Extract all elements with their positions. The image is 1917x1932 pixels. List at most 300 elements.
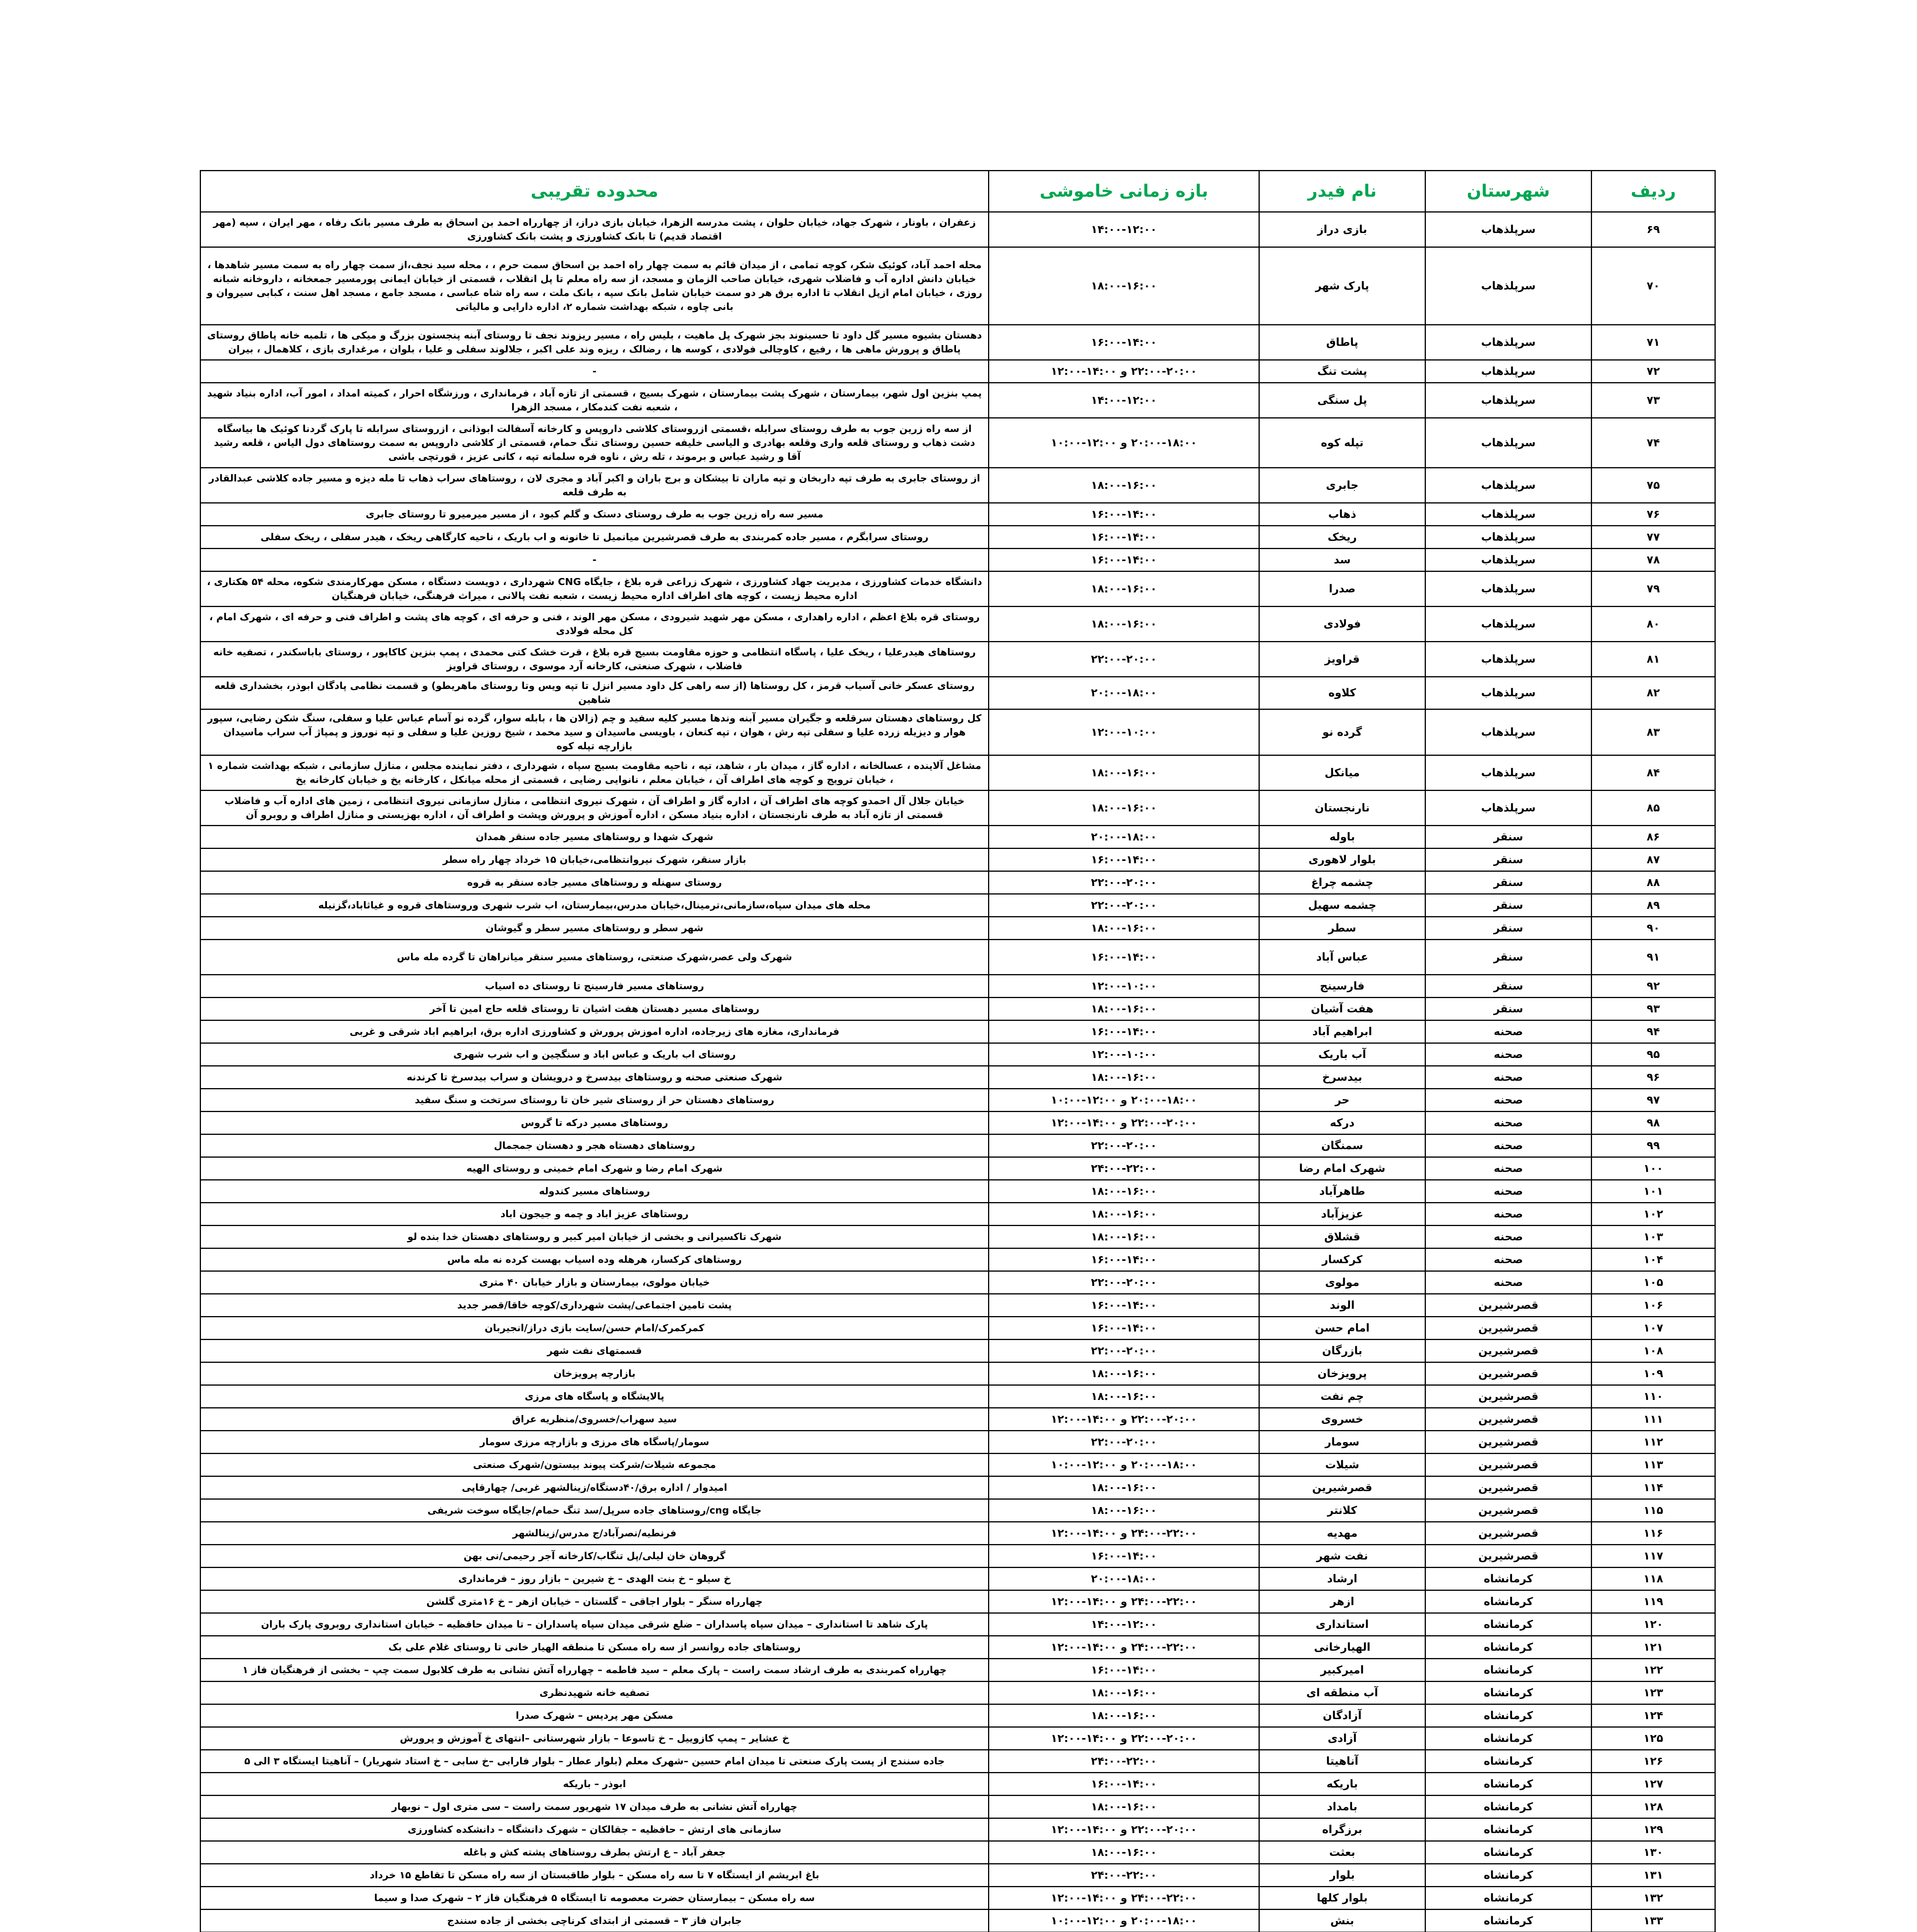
cell-row-number: ۱۳۲ bbox=[1592, 1887, 1715, 1910]
header-approx-area: محدوده تقریبی bbox=[201, 171, 989, 212]
cell-row-number: ۱۳۰ bbox=[1592, 1841, 1715, 1864]
cell-city: قصرشیرین bbox=[1425, 1431, 1592, 1454]
cell-row-number: ۱۰۰ bbox=[1592, 1157, 1715, 1180]
table-row bbox=[201, 940, 1715, 975]
cell-city: صحنه bbox=[1425, 1134, 1592, 1157]
cell-outage-time: ۱۶:۰۰-۱۴:۰۰ bbox=[989, 325, 1259, 360]
cell-outage-time: ۱۶:۰۰-۱۴:۰۰ bbox=[989, 1248, 1259, 1271]
cell-feeder: مولوی bbox=[1259, 1271, 1425, 1294]
table-row bbox=[201, 894, 1715, 917]
table-row bbox=[201, 791, 1715, 826]
cell-outage-time: ۱۶:۰۰-۱۴:۰۰ bbox=[989, 526, 1259, 549]
cell-outage-time: ۱۸:۰۰-۱۶:۰۰ bbox=[989, 1180, 1259, 1203]
cell-outage-time: ۱۸:۰۰-۱۶:۰۰ bbox=[989, 1499, 1259, 1522]
cell-feeder: برزگراه bbox=[1259, 1818, 1425, 1841]
cell-city: صحنه bbox=[1425, 1271, 1592, 1294]
cell-row-number: ۹۸ bbox=[1592, 1112, 1715, 1134]
cell-feeder: الوند bbox=[1259, 1294, 1425, 1317]
cell-city: سنقر bbox=[1425, 826, 1592, 849]
table-row bbox=[201, 526, 1715, 549]
cell-feeder: قراویز bbox=[1259, 642, 1425, 677]
cell-city: کرمانشاه bbox=[1425, 1636, 1592, 1659]
cell-feeder: بامداد bbox=[1259, 1796, 1425, 1818]
cell-feeder: قصرشیرین bbox=[1259, 1476, 1425, 1499]
cell-city: صحنه bbox=[1425, 1020, 1592, 1043]
cell-city: صحنه bbox=[1425, 1248, 1592, 1271]
cell-row-number: ۸۹ bbox=[1592, 894, 1715, 917]
cell-approx-area: بازار سنقر، شهرک نیروانتظامی،خیابان ۱۵ خرداد چهار راه سطر bbox=[201, 849, 989, 871]
cell-outage-time: ۱۲:۰۰-۱۰:۰۰ bbox=[989, 975, 1259, 998]
cell-feeder: میانکل bbox=[1259, 755, 1425, 791]
table-row bbox=[201, 642, 1715, 677]
cell-feeder: صدرا bbox=[1259, 571, 1425, 607]
cell-outage-time: ۱۸:۰۰-۱۶:۰۰ bbox=[989, 1226, 1259, 1248]
cell-feeder: قشلاق bbox=[1259, 1226, 1425, 1248]
cell-row-number: ۱۱۰ bbox=[1592, 1385, 1715, 1408]
cell-city: کرمانشاه bbox=[1425, 1818, 1592, 1841]
cell-row-number: ۸۵ bbox=[1592, 791, 1715, 826]
table-row bbox=[201, 1818, 1715, 1841]
cell-outage-time: ۲۴:۰۰-۲۲:۰۰ و ۱۴:۰۰-۱۲:۰۰ bbox=[989, 1522, 1259, 1545]
cell-city: سنقر bbox=[1425, 917, 1592, 940]
table-row bbox=[201, 1385, 1715, 1408]
table-row bbox=[201, 849, 1715, 871]
cell-feeder: پشت تنگ bbox=[1259, 360, 1425, 383]
cell-approx-area: جابران فاز ۳ – قسمتی از ابتدای کرناچی بخشی از جاده سنندج bbox=[201, 1910, 989, 1932]
cell-feeder: حر bbox=[1259, 1089, 1425, 1112]
cell-feeder: کلاوه bbox=[1259, 677, 1425, 709]
cell-row-number: ۱۱۹ bbox=[1592, 1590, 1715, 1613]
cell-feeder: نفت شهر bbox=[1259, 1545, 1425, 1568]
table-row bbox=[201, 871, 1715, 894]
cell-approx-area: - bbox=[201, 360, 989, 383]
cell-outage-time: ۲۲:۰۰-۲۰:۰۰ و ۱۴:۰۰-۱۲:۰۰ bbox=[989, 1727, 1259, 1750]
cell-city: قصرشیرین bbox=[1425, 1454, 1592, 1476]
cell-outage-time: ۱۸:۰۰-۱۶:۰۰ bbox=[989, 1203, 1259, 1226]
header-city: شهرستان bbox=[1425, 171, 1592, 212]
cell-outage-time: ۱۴:۰۰-۱۲:۰۰ bbox=[989, 383, 1259, 418]
table-row bbox=[201, 418, 1715, 468]
cell-city: قصرشیرین bbox=[1425, 1476, 1592, 1499]
cell-city: قصرشیرین bbox=[1425, 1362, 1592, 1385]
cell-city: صحنه bbox=[1425, 1157, 1592, 1180]
cell-outage-time: ۲۲:۰۰-۲۰:۰۰ و ۱۴:۰۰-۱۲:۰۰ bbox=[989, 1112, 1259, 1134]
cell-feeder: سمنگان bbox=[1259, 1134, 1425, 1157]
cell-row-number: ۷۹ bbox=[1592, 571, 1715, 607]
cell-feeder: کلانتر bbox=[1259, 1499, 1425, 1522]
cell-row-number: ۷۳ bbox=[1592, 383, 1715, 418]
cell-approx-area: روستاهای مسیر دهستان هفت اشیان تا روستای قلعه حاج امین تا آخر bbox=[201, 998, 989, 1020]
cell-approx-area: دانشگاه خدمات کشاورزی ، مدیریت جهاد کشاورزی ، شهرک زراعی قره بلاغ ، جایگاه CNG شهرداری ، دویست دستگاه ، مسکن مهرکارمندی شکوه، محله ۵۴ هکتاری ، اداره محیط زیست ، کوچه های اطراف اداره محیط زیست ، شعبه نفت پالانی ، میراث فرهنگی، خیابان فرهنگیان bbox=[201, 571, 989, 607]
cell-feeder: عباس آباد bbox=[1259, 940, 1425, 975]
cell-outage-time: ۱۸:۰۰-۱۶:۰۰ bbox=[989, 571, 1259, 607]
cell-city: کرمانشاه bbox=[1425, 1841, 1592, 1864]
cell-approx-area: مشاغل آلاینده ، عسالخانه ، اداره گاز ، میدان بار ، شاهد، تپه ، ناحیه مقاومت بسیج سپاه ، شهرداری ، دفتر نماینده مجلس ، منازل سازمانی ، شبکه بهداشت شماره ۱ ، خیابان ترویج و کوچه های اطراف آن ، خیابان معلم ، نانوایی رضایی ، قسمتی از محله میانکل ، کارخانه یخ و خیابان کارخانه یخ bbox=[201, 755, 989, 791]
cell-feeder: چم نفت bbox=[1259, 1385, 1425, 1408]
cell-outage-time: ۲۲:۰۰-۲۰:۰۰ و ۱۴:۰۰-۱۲:۰۰ bbox=[989, 1818, 1259, 1841]
table-row bbox=[201, 360, 1715, 383]
cell-row-number: ۱۱۶ bbox=[1592, 1522, 1715, 1545]
cell-approx-area: تصفیه خانه شهیدنظری bbox=[201, 1682, 989, 1704]
table-row bbox=[201, 1294, 1715, 1317]
cell-row-number: ۸۳ bbox=[1592, 709, 1715, 755]
cell-row-number: ۱۰۳ bbox=[1592, 1226, 1715, 1248]
table-row bbox=[201, 1499, 1715, 1522]
cell-feeder: سومار bbox=[1259, 1431, 1425, 1454]
cell-approx-area: شهرک تاکسیرانی و بخشی از خیابان امیر کبیر و روستاهای دهستان خدا بنده لو bbox=[201, 1226, 989, 1248]
cell-feeder: استانداری bbox=[1259, 1613, 1425, 1636]
table-row bbox=[201, 1796, 1715, 1818]
table-row bbox=[201, 503, 1715, 526]
cell-approx-area: پشت تامین اجتماعی/پشت شهرداری/کوچه خاقا/قصر جدید bbox=[201, 1294, 989, 1317]
cell-approx-area: روستاهای مسیر فارسینج تا روستای ده اسیاب bbox=[201, 975, 989, 998]
table-row bbox=[201, 1613, 1715, 1636]
cell-row-number: ۸۱ bbox=[1592, 642, 1715, 677]
cell-feeder: بازی دراز bbox=[1259, 212, 1425, 247]
cell-city: سرپلذهاب bbox=[1425, 468, 1592, 503]
cell-feeder: بلوار کلها bbox=[1259, 1887, 1425, 1910]
cell-city: سرپلذهاب bbox=[1425, 607, 1592, 642]
cell-row-number: ۱۲۵ bbox=[1592, 1727, 1715, 1750]
cell-outage-time: ۲۰:۰۰-۱۸:۰۰ و ۱۲:۰۰-۱۰:۰۰ bbox=[989, 418, 1259, 468]
cell-city: صحنه bbox=[1425, 1112, 1592, 1134]
cell-feeder: ازهر bbox=[1259, 1590, 1425, 1613]
cell-outage-time: ۱۸:۰۰-۱۶:۰۰ bbox=[989, 1066, 1259, 1089]
cell-city: سنقر bbox=[1425, 975, 1592, 998]
header-feeder: نام فیدر bbox=[1259, 171, 1425, 212]
cell-outage-time: ۲۰:۰۰-۱۸:۰۰ bbox=[989, 677, 1259, 709]
cell-approx-area: جعفر آباد – ع ارتش بطرف روستاهای پشته کش و باغله bbox=[201, 1841, 989, 1864]
cell-approx-area: قسمتهای نفت شهر bbox=[201, 1340, 989, 1362]
table-row bbox=[201, 607, 1715, 642]
cell-feeder: پل سنگی bbox=[1259, 383, 1425, 418]
cell-feeder: امیرکبیر bbox=[1259, 1659, 1425, 1682]
cell-approx-area: روستای قره بلاغ اعظم ، اداره راهداری ، مسکن مهر شهید شیرودی ، مسکن مهر الوند ، فنی و حرفه ای ، کوچه های پشت و اطراف فنی و حرفه ای ، شهرک امام ، کل محله فولادی bbox=[201, 607, 989, 642]
table-row bbox=[201, 1568, 1715, 1590]
cell-feeder: هفت آشیان bbox=[1259, 998, 1425, 1020]
cell-approx-area: پارک شاهد تا استانداری – میدان سپاه پاسداران – ضلع شرقی میدان سپاه پاسداران – تا میدان حافظیه – خیابان استانداری روبروی پارک باران bbox=[201, 1613, 989, 1636]
cell-row-number: ۱۲۰ bbox=[1592, 1613, 1715, 1636]
cell-row-number: ۱۱۵ bbox=[1592, 1499, 1715, 1522]
cell-feeder: آب باریک bbox=[1259, 1043, 1425, 1066]
cell-approx-area: بازارچه پرویزخان bbox=[201, 1362, 989, 1385]
cell-feeder: آزادگان bbox=[1259, 1704, 1425, 1727]
cell-row-number: ۷۸ bbox=[1592, 549, 1715, 571]
cell-outage-time: ۱۸:۰۰-۱۶:۰۰ bbox=[989, 1841, 1259, 1864]
cell-approx-area: دهستان بشیوه مسیر گل داود تا حسینوند بجز شهرک پل ماهیت ، بلیس راه ، مسیر ریزوند نجف تا روستای آبنه پنجستون بزرگ و میکی ها ، تلمبه خانه پاطاق روستای پاطاق و پرورش ماهی ها ، رفیع ، کاوچالی فولادی ، کوسه ها ، رضالک ، ریزه وند علی اکبر ، جلالوند سفلی و علیا ، بلوان ، مرغداری بازی ، کلاهمال ، بیران bbox=[201, 325, 989, 360]
cell-row-number: ۸۲ bbox=[1592, 677, 1715, 709]
table-row bbox=[201, 1271, 1715, 1294]
cell-city: قصرشیرین bbox=[1425, 1545, 1592, 1568]
cell-outage-time: ۲۴:۰۰-۲۲:۰۰ و ۱۴:۰۰-۱۲:۰۰ bbox=[989, 1887, 1259, 1910]
cell-outage-time: ۲۴:۰۰-۲۲:۰۰ bbox=[989, 1157, 1259, 1180]
cell-feeder: ارشاد bbox=[1259, 1568, 1425, 1590]
cell-feeder: جابری bbox=[1259, 468, 1425, 503]
cell-approx-area: شهرک صنعتی صحنه و روستاهای بیدسرخ و درویشان و سراب بیدسرخ تا کرندنه bbox=[201, 1066, 989, 1089]
cell-outage-time: ۱۸:۰۰-۱۶:۰۰ bbox=[989, 755, 1259, 791]
cell-city: قصرشیرین bbox=[1425, 1385, 1592, 1408]
cell-city: کرمانشاه bbox=[1425, 1659, 1592, 1682]
cell-outage-time: ۱۸:۰۰-۱۶:۰۰ bbox=[989, 791, 1259, 826]
cell-approx-area: محله های میدان سپاه،سازمانی،ترمینال،خیابان مدرس،بیمارستان، اب شرب شهری وروستاهای قروه و غیاثاباد،گزنیله bbox=[201, 894, 989, 917]
cell-row-number: ۱۰۷ bbox=[1592, 1317, 1715, 1340]
cell-approx-area: روستاهای مسیر درکه تا گروس bbox=[201, 1112, 989, 1134]
table-row bbox=[201, 1454, 1715, 1476]
cell-approx-area: - bbox=[201, 549, 989, 571]
cell-feeder: خسروی bbox=[1259, 1408, 1425, 1431]
cell-city: کرمانشاه bbox=[1425, 1864, 1592, 1887]
table-row bbox=[201, 1157, 1715, 1180]
cell-outage-time: ۱۸:۰۰-۱۶:۰۰ bbox=[989, 998, 1259, 1020]
cell-outage-time: ۲۲:۰۰-۲۰:۰۰ bbox=[989, 1271, 1259, 1294]
cell-city: کرمانشاه bbox=[1425, 1910, 1592, 1932]
cell-city: سرپلذهاب bbox=[1425, 212, 1592, 247]
cell-row-number: ۱۰۱ bbox=[1592, 1180, 1715, 1203]
cell-approx-area: شهر سطر و روستاهای مسیر سطر و گیوشان bbox=[201, 917, 989, 940]
cell-row-number: ۱۳۱ bbox=[1592, 1864, 1715, 1887]
cell-outage-time: ۲۰:۰۰-۱۸:۰۰ و ۱۲:۰۰-۱۰:۰۰ bbox=[989, 1910, 1259, 1932]
cell-row-number: ۷۵ bbox=[1592, 468, 1715, 503]
table-row bbox=[201, 1089, 1715, 1112]
cell-city: کرمانشاه bbox=[1425, 1887, 1592, 1910]
cell-outage-time: ۱۸:۰۰-۱۶:۰۰ bbox=[989, 1476, 1259, 1499]
cell-approx-area: چهارراه کمربندی به طرف ارشاد سمت راست – پارک معلم – سید فاطمه – چهارراه آتش نشانی به طرف کلابول سمت چپ – بخشی از فرهنگیان فاز ۱ bbox=[201, 1659, 989, 1682]
cell-outage-time: ۱۸:۰۰-۱۶:۰۰ bbox=[989, 1796, 1259, 1818]
cell-outage-time: ۲۲:۰۰-۲۰:۰۰ bbox=[989, 1134, 1259, 1157]
cell-outage-time: ۲۴:۰۰-۲۲:۰۰ و ۱۴:۰۰-۱۲:۰۰ bbox=[989, 1590, 1259, 1613]
cell-city: کرمانشاه bbox=[1425, 1568, 1592, 1590]
cell-row-number: ۸۷ bbox=[1592, 849, 1715, 871]
cell-city: کرمانشاه bbox=[1425, 1796, 1592, 1818]
cell-row-number: ۹۷ bbox=[1592, 1089, 1715, 1112]
cell-feeder: آناهیتا bbox=[1259, 1750, 1425, 1773]
cell-approx-area: شهرک امام رضا و شهرک امام خمینی و روستای الهیه bbox=[201, 1157, 989, 1180]
cell-row-number: ۱۲۲ bbox=[1592, 1659, 1715, 1682]
cell-feeder: سد bbox=[1259, 549, 1425, 571]
cell-city: سرپلذهاب bbox=[1425, 360, 1592, 383]
cell-city: سرپلذهاب bbox=[1425, 709, 1592, 755]
table-row bbox=[201, 755, 1715, 791]
table-row bbox=[201, 1112, 1715, 1134]
cell-feeder: مهدیه bbox=[1259, 1522, 1425, 1545]
cell-row-number: ۹۵ bbox=[1592, 1043, 1715, 1066]
cell-approx-area: جایگاه cng/روستاهای جاده سرپل/سد تنگ حمام/جایگاه سوخت شریفی bbox=[201, 1499, 989, 1522]
cell-feeder: آزادی bbox=[1259, 1727, 1425, 1750]
cell-row-number: ۹۴ bbox=[1592, 1020, 1715, 1043]
table-row bbox=[201, 709, 1715, 755]
table-row bbox=[201, 1180, 1715, 1203]
cell-city: قصرشیرین bbox=[1425, 1499, 1592, 1522]
table-row bbox=[201, 571, 1715, 607]
cell-approx-area: سومار/پاسگاه های مرزی و بازارچه مرزی سومار bbox=[201, 1431, 989, 1454]
cell-city: کرمانشاه bbox=[1425, 1750, 1592, 1773]
cell-city: سرپلذهاب bbox=[1425, 755, 1592, 791]
cell-approx-area: جاده سنندج از پست پارک صنعتی تا میدان امام حسین –شهرک معلم (بلوار عطار – بلوار فارابی –خ سابی – خ استاد شهریار) – آناهیتا ایستگاه ۳ الی ۵ bbox=[201, 1750, 989, 1773]
cell-row-number: ۱۲۶ bbox=[1592, 1750, 1715, 1773]
cell-outage-time: ۲۲:۰۰-۲۰:۰۰ bbox=[989, 894, 1259, 917]
cell-city: سنقر bbox=[1425, 849, 1592, 871]
cell-outage-time: ۲۰:۰۰-۱۸:۰۰ bbox=[989, 826, 1259, 849]
cell-row-number: ۷۰ bbox=[1592, 247, 1715, 325]
cell-feeder: امام حسن bbox=[1259, 1317, 1425, 1340]
cell-approx-area: روستاهای مسیر کندوله bbox=[201, 1180, 989, 1203]
cell-feeder: ذهاب bbox=[1259, 503, 1425, 526]
table-row bbox=[201, 677, 1715, 709]
table-row bbox=[201, 1522, 1715, 1545]
cell-city: سنقر bbox=[1425, 871, 1592, 894]
cell-row-number: ۷۷ bbox=[1592, 526, 1715, 549]
cell-row-number: ۱۱۳ bbox=[1592, 1454, 1715, 1476]
cell-row-number: ۸۸ bbox=[1592, 871, 1715, 894]
cell-city: سرپلذهاب bbox=[1425, 677, 1592, 709]
cell-city: کرمانشاه bbox=[1425, 1773, 1592, 1796]
cell-outage-time: ۱۸:۰۰-۱۶:۰۰ bbox=[989, 1704, 1259, 1727]
cell-row-number: ۱۰۸ bbox=[1592, 1340, 1715, 1362]
cell-approx-area: زعفران ، باونار ، شهرک جهاد، خیابان حلوان ، پشت مدرسه الزهرا، خیابان بازی دراز، از چهارراه احمد بن اسحاق به طرف مسیر بانک رفاه ، مهر ایران ، سپه (مهر اقتصاد قدیم) تا بانک کشاورزی و پشت بانک کشاورزی bbox=[201, 212, 989, 247]
header-row bbox=[201, 171, 1715, 212]
cell-feeder: باوله bbox=[1259, 826, 1425, 849]
table-row bbox=[201, 247, 1715, 325]
cell-feeder: پاطاق bbox=[1259, 325, 1425, 360]
cell-approx-area: پالایشگاه و پاسگاه های مرزی bbox=[201, 1385, 989, 1408]
cell-row-number: ۷۲ bbox=[1592, 360, 1715, 383]
cell-outage-time: ۲۰:۰۰-۱۸:۰۰ و ۱۲:۰۰-۱۰:۰۰ bbox=[989, 1089, 1259, 1112]
cell-feeder: فارسینج bbox=[1259, 975, 1425, 998]
cell-city: سنقر bbox=[1425, 940, 1592, 975]
cell-approx-area: چهارراه آتش نشانی به طرف میدان ۱۷ شهریور سمت راست – سی متری اول – نوبهار bbox=[201, 1796, 989, 1818]
cell-row-number: ۹۳ bbox=[1592, 998, 1715, 1020]
cell-row-number: ۷۶ bbox=[1592, 503, 1715, 526]
cell-row-number: ۱۰۲ bbox=[1592, 1203, 1715, 1226]
cell-feeder: سطر bbox=[1259, 917, 1425, 940]
cell-row-number: ۱۲۴ bbox=[1592, 1704, 1715, 1727]
cell-approx-area: چهارراه سنگر – بلوار اجاقی – گلستان – خیابان ازهر – خ ۱۶متری گلشن bbox=[201, 1590, 989, 1613]
cell-feeder: الهیارخانی bbox=[1259, 1636, 1425, 1659]
cell-outage-time: ۱۶:۰۰-۱۴:۰۰ bbox=[989, 1317, 1259, 1340]
cell-row-number: ۸۶ bbox=[1592, 826, 1715, 849]
cell-feeder: بنش bbox=[1259, 1910, 1425, 1932]
table-row bbox=[201, 826, 1715, 849]
cell-city: سرپلذهاب bbox=[1425, 791, 1592, 826]
cell-city: صحنه bbox=[1425, 1066, 1592, 1089]
cell-approx-area: روستاهای هیدرعلیا ، ریخک علیا ، پاسگاه انتظامی و حوزه مقاومت بسیج قره بلاغ ، قرت خشک کتی محمدی ، پمپ بنزین کاکاپور ، روستای باباسکندر ، تصفیه خانه فاضلاب ، شهرک صنعتی، کارخانه آرد موسوی ، روستای قراویز bbox=[201, 642, 989, 677]
table-row bbox=[201, 1248, 1715, 1271]
cell-feeder: آب منطقه ای bbox=[1259, 1682, 1425, 1704]
cell-city: سرپلذهاب bbox=[1425, 503, 1592, 526]
cell-feeder: باریکه bbox=[1259, 1773, 1425, 1796]
table-row bbox=[201, 1750, 1715, 1773]
cell-row-number: ۹۲ bbox=[1592, 975, 1715, 998]
cell-outage-time: ۱۶:۰۰-۱۴:۰۰ bbox=[989, 503, 1259, 526]
cell-outage-time: ۲۰:۰۰-۱۸:۰۰ و ۱۲:۰۰-۱۰:۰۰ bbox=[989, 1454, 1259, 1476]
cell-outage-time: ۱۶:۰۰-۱۴:۰۰ bbox=[989, 549, 1259, 571]
table-row bbox=[201, 1727, 1715, 1750]
cell-outage-time: ۱۶:۰۰-۱۴:۰۰ bbox=[989, 1659, 1259, 1682]
cell-outage-time: ۱۸:۰۰-۱۶:۰۰ bbox=[989, 1682, 1259, 1704]
cell-feeder: بیدسرخ bbox=[1259, 1066, 1425, 1089]
cell-city: سرپلذهاب bbox=[1425, 418, 1592, 468]
cell-approx-area: امیدوار / اداره برق/۴۰دستگاه/زینالشهر غربی/ چهارقاپی bbox=[201, 1476, 989, 1499]
table-row bbox=[201, 1043, 1715, 1066]
cell-city: سنقر bbox=[1425, 894, 1592, 917]
table-row bbox=[201, 1431, 1715, 1454]
cell-approx-area: مسیر سه راه زرین جوب به طرف روستای دستک و گلم کبود ، از مسیر میرمیرو تا روستای جابری bbox=[201, 503, 989, 526]
cell-feeder: عزیزآباد bbox=[1259, 1203, 1425, 1226]
cell-city: سرپلذهاب bbox=[1425, 571, 1592, 607]
table-row bbox=[201, 1317, 1715, 1340]
cell-approx-area: از روستای جابری به طرف تپه داربخان و تپه ماران تا بیشکان و برج باران و اکبر آباد و مجری لان ، روستاهای سراب ذهاب تا مله دیزه و مسیر جاده کلاشی عبدالقادر به طرف قلعه bbox=[201, 468, 989, 503]
cell-feeder: چشمه چراغ bbox=[1259, 871, 1425, 894]
table-row bbox=[201, 1590, 1715, 1613]
cell-outage-time: ۲۰:۰۰-۱۸:۰۰ bbox=[989, 1568, 1259, 1590]
table-row bbox=[201, 1545, 1715, 1568]
cell-row-number: ۱۱۴ bbox=[1592, 1476, 1715, 1499]
table-row bbox=[201, 1066, 1715, 1089]
cell-outage-time: ۲۴:۰۰-۲۲:۰۰ bbox=[989, 1750, 1259, 1773]
table-row bbox=[201, 1340, 1715, 1362]
cell-row-number: ۱۲۷ bbox=[1592, 1773, 1715, 1796]
table-row bbox=[201, 1910, 1715, 1932]
cell-city: قصرشیرین bbox=[1425, 1408, 1592, 1431]
cell-approx-area: از سه راه زرین جوب به طرف روستای سرابله ،قسمتی ازروستای کلاشی داروپس و کارخانه آسفالت ابوذانی ، ازروستای سرابله تا پارک گردنا کوئیک ها بیاسگاه دشت ذهاب و روستای قلعه واری وقلعه بهادری و الیاسی خلیفه حسین روستای تنگ حمام، قسمتی از کلاشی داروپس به سمت روستاهای دول الیاس ، قلعه رشید آقا و رشید عباس و برموند ، تله رش ، ناوه فره سلمانه تپه ، کانی عزیز ، قورتچی باشی bbox=[201, 418, 989, 468]
cell-row-number: ۱۳۳ bbox=[1592, 1910, 1715, 1932]
cell-row-number: ۹۰ bbox=[1592, 917, 1715, 940]
cell-approx-area: خ سیلو – خ بنت الهدی – خ شیرین – بازار روز – فرمانداری bbox=[201, 1568, 989, 1590]
cell-feeder: ابراهیم آباد bbox=[1259, 1020, 1425, 1043]
cell-city: صحنه bbox=[1425, 1043, 1592, 1066]
cell-approx-area: مجموعه شیلات/شرکت پیوند بیستون/شهرک صنعتی bbox=[201, 1454, 989, 1476]
cell-approx-area: روستاهای جاده روانسر از سه راه مسکن تا منطقه الهیار خانی تا روستای غلام علی بک bbox=[201, 1636, 989, 1659]
table-row bbox=[201, 1773, 1715, 1796]
cell-approx-area: شهرک شهدا و روستاهای مسیر جاده سنقر همدان bbox=[201, 826, 989, 849]
cell-outage-time: ۲۲:۰۰-۲۰:۰۰ و ۱۴:۰۰-۱۲:۰۰ bbox=[989, 1408, 1259, 1431]
cell-outage-time: ۱۶:۰۰-۱۴:۰۰ bbox=[989, 1020, 1259, 1043]
cell-outage-time: ۱۴:۰۰-۱۲:۰۰ bbox=[989, 1613, 1259, 1636]
cell-outage-time: ۱۶:۰۰-۱۴:۰۰ bbox=[989, 1545, 1259, 1568]
cell-row-number: ۹۶ bbox=[1592, 1066, 1715, 1089]
cell-outage-time: ۱۶:۰۰-۱۴:۰۰ bbox=[989, 940, 1259, 975]
table-row bbox=[201, 1226, 1715, 1248]
table-row bbox=[201, 1841, 1715, 1864]
cell-row-number: ۱۰۹ bbox=[1592, 1362, 1715, 1385]
cell-outage-time: ۲۲:۰۰-۲۰:۰۰ bbox=[989, 1340, 1259, 1362]
cell-feeder: تپله کوه bbox=[1259, 418, 1425, 468]
cell-city: کرمانشاه bbox=[1425, 1704, 1592, 1727]
cell-row-number: ۸۴ bbox=[1592, 755, 1715, 791]
cell-feeder: گرده نو bbox=[1259, 709, 1425, 755]
header-row-number: ردیف bbox=[1592, 171, 1715, 212]
cell-row-number: ۱۰۶ bbox=[1592, 1294, 1715, 1317]
cell-outage-time: ۲۲:۰۰-۲۰:۰۰ bbox=[989, 871, 1259, 894]
cell-row-number: ۷۱ bbox=[1592, 325, 1715, 360]
cell-outage-time: ۲۲:۰۰-۲۰:۰۰ bbox=[989, 1431, 1259, 1454]
cell-row-number: ۱۱۲ bbox=[1592, 1431, 1715, 1454]
cell-approx-area: روستای سهنله و روستاهای مسیر جاده سنقر به قروه bbox=[201, 871, 989, 894]
table-row bbox=[201, 1682, 1715, 1704]
cell-approx-area: سازمانی های ارتش – حافظیه – جقالکان – شهرک دانشگاه – دانشکده کشاورزی bbox=[201, 1818, 989, 1841]
table-row bbox=[201, 1636, 1715, 1659]
cell-feeder: بازرگان bbox=[1259, 1340, 1425, 1362]
cell-feeder: کرکسار bbox=[1259, 1248, 1425, 1271]
cell-approx-area: محله احمد آباد، کوئیک شکر، کوچه تمامی ، از میدان قائم به سمت چهار راه احمد بن اسحاق سمت حرم ، ، محله سید نجف،از سمت چهار راه به سمت مسیر شاهدها ، خیابان دانش اداره آب و فاضلاب شهری، خیابان صاحب الزمان و مسجد، از سه راه معلم تا پل انقلاب ، قسمتی از خیابان ایمانی پورمسیر جمعخانه ، داروخانه شبانه روزی ، خیابان امام ازپل انقلاب تا اداره برق هر دو سمت خیابان شامل بانک سپه ، بانک ملت ، سه راه شاه عباسی ، مسجد جامع ، مسجد اهل سنت ، کبابی سیروان و بانی چاوه ، شبکه بهداشت شماره ۲، اداره دارایی و مالیاتی bbox=[201, 247, 989, 325]
cell-feeder: طاهرآباد bbox=[1259, 1180, 1425, 1203]
table-row bbox=[201, 998, 1715, 1020]
cell-approx-area: شهرک ولی عصر،شهرک صنعتی، روستاهای مسیر سنقر میانراهان تا گرده مله ماس bbox=[201, 940, 989, 975]
cell-outage-time: ۱۲:۰۰-۱۰:۰۰ bbox=[989, 1043, 1259, 1066]
cell-approx-area: روستای عسکر خانی آسیاب قرمز ، کل روستاها (از سه راهی کل داود مسیر انزل تا تپه ویس وتا روستای ماهریطو) و قسمت نظامی پادگان ابوذر، بخشداری قلعه شاهین bbox=[201, 677, 989, 709]
table-row bbox=[201, 549, 1715, 571]
cell-outage-time: ۲۴:۰۰-۲۲:۰۰ و ۱۴:۰۰-۱۲:۰۰ bbox=[989, 1636, 1259, 1659]
